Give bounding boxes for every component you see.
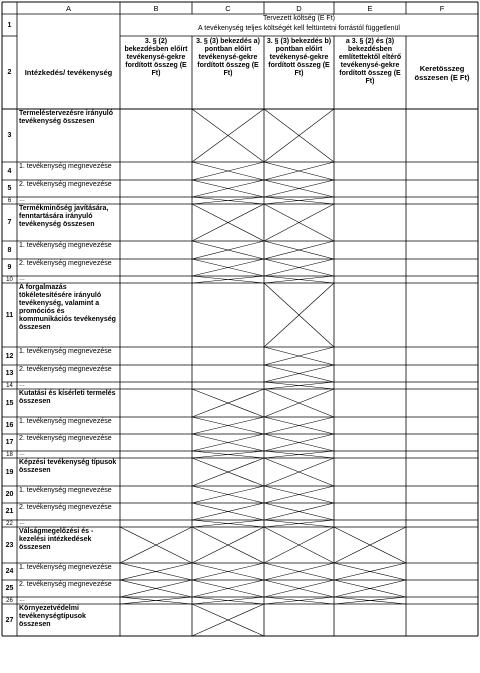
row-number-3: 3: [7, 132, 12, 139]
row-number-14: 14: [6, 382, 13, 389]
activity-label: 1. tevékenység megnevezése: [19, 242, 112, 249]
header-col-b: 3. § (2) bekezdésben előírt tevékenysé-gekre fordított összeg (E Ft): [124, 38, 188, 77]
row-number-13: 13: [5, 370, 14, 377]
row-number-25: 25: [5, 585, 14, 592]
activity-label: 2. tevékenység megnevezése: [19, 581, 112, 588]
header-intezkedes: Intézkedés/ tevékenység: [24, 68, 113, 77]
row-number-24: 24: [5, 568, 14, 575]
row-number-23: 23: [5, 541, 14, 549]
column-letter-d: D: [296, 4, 302, 13]
header-col-d: 3. § (3) bekezdés b) pontban előírt tevékenysé-gekre fordított összeg (E Ft): [266, 38, 332, 77]
row-number-26: 26: [6, 597, 13, 604]
activity-label: …: [19, 276, 25, 282]
activity-label: …: [19, 382, 25, 388]
row-number-18: 18: [6, 451, 13, 458]
activity-label: 1. tevékenység megnevezése: [19, 487, 112, 494]
activity-label: 1. tevékenység megnevezése: [19, 564, 112, 571]
activity-label: …: [19, 197, 25, 203]
activity-label: 2. tevékenység megnevezése: [19, 504, 112, 511]
row-number-22: 22: [6, 520, 13, 527]
row-number-2: 2: [7, 69, 12, 76]
activity-label: 1. tevékenység megnevezése: [19, 348, 112, 355]
measure-total-label: A forgalmazás tökéletesítésére irányuló tevékenység, valamint a promóciós és kommunikációs tevékenység összesen: [19, 284, 116, 331]
row-number-8: 8: [7, 246, 12, 254]
measure-total-label: Kutatási és kísérleti termelés összesen: [19, 390, 116, 405]
row-number-21: 21: [5, 508, 14, 515]
measure-total-label: Válságmegelőzési és -kezelési intézkedések összesen: [19, 528, 94, 551]
activity-label: …: [19, 597, 25, 603]
header-col-f: Keretösszeg összesen (E Ft): [414, 63, 470, 82]
row-number-9: 9: [7, 264, 12, 271]
activity-label: 2. tevékenység megnevezése: [19, 181, 112, 188]
measure-total-label: Környezetvédelmi tevékenységtípusok összesen: [19, 605, 86, 628]
activity-label: 2. tevékenység megnevezése: [19, 366, 112, 373]
row-number-15: 15: [5, 399, 14, 407]
row-number-20: 20: [5, 491, 14, 498]
column-letter-b: B: [153, 4, 159, 13]
column-letter-a: A: [65, 4, 71, 13]
row-number-5: 5: [7, 185, 12, 192]
row-number-7: 7: [7, 219, 12, 226]
activity-label: 1. tevékenység megnevezése: [19, 163, 112, 170]
tervezett-koltseg-title: Tervezett költség (E Ft): [263, 15, 335, 22]
row-number-19: 19: [5, 468, 14, 476]
column-letter-c: C: [225, 4, 231, 13]
activity-label: …: [19, 451, 25, 457]
row-number-11: 11: [5, 311, 14, 319]
measure-total-label: Termeléstervezésre irányuló tevékenység összesen: [19, 110, 114, 125]
row-number-10: 10: [6, 276, 13, 283]
row-number-27: 27: [5, 616, 14, 624]
measure-total-label: Termékminőség javítására, fenntartására irányuló tevékenység összesen: [19, 205, 109, 228]
row-number-4: 4: [7, 167, 12, 175]
header-col-c: 3. § (3) bekezdés a) pontban előírt tevékenysé-gekre fordított összeg (E Ft): [196, 38, 260, 77]
column-letter-e: E: [367, 4, 373, 13]
activity-label: 1. tevékenység megnevezése: [19, 418, 112, 425]
tervezett-koltseg-note: A tevékenység teljes költségét kell feltüntetni forrástól függetlenül: [198, 25, 400, 32]
row-number-12: 12: [5, 352, 14, 360]
row-number-1: 1: [7, 21, 12, 29]
activity-label: 2. tevékenység megnevezése: [19, 260, 112, 267]
activity-label: …: [19, 520, 25, 526]
activity-label: 2. tevékenység megnevezése: [19, 435, 112, 442]
row-number-16: 16: [5, 422, 14, 429]
row-number-17: 17: [5, 439, 14, 446]
column-letter-f: F: [439, 4, 445, 13]
measure-total-label: Képzési tevékenység típusok összesen: [19, 459, 117, 474]
header-col-e: a 3. § (2) és (3) bekezdésben említettektől eltérő tevékenysé-gekre fordított összeg (E Ft): [338, 38, 402, 85]
row-number-6: 6: [7, 197, 12, 204]
